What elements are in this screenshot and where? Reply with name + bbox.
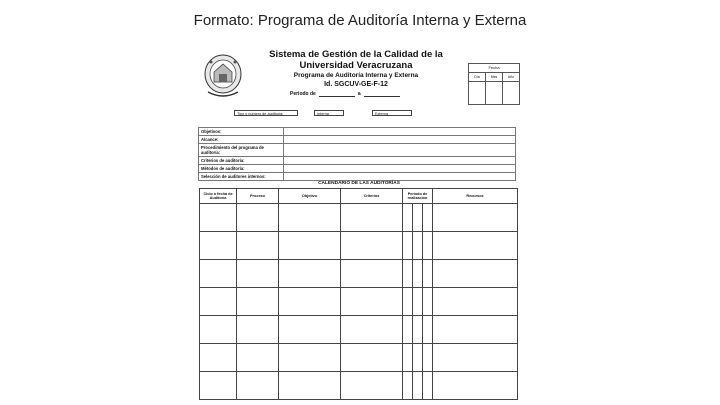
header-line-4: Id. SGCUV-GE-F-12 [324,81,388,88]
fecha-col-ano: Año [507,75,515,79]
calendar-row [200,260,518,288]
calendar-header: Período de realización [403,189,433,204]
calendar-cell [237,260,279,288]
calendar-cell [403,260,413,288]
header-line-3: Programa de Auditoría Interna y Externa [293,72,419,79]
calendar-cell [403,316,413,344]
calendar-cell [237,316,279,344]
fecha-col-dia: Día [469,73,486,81]
calendar-cell [403,204,413,232]
calendar-cell [423,260,433,288]
calendar-row [200,344,518,372]
info-label: Objetivos: [199,128,284,136]
calendar-cell [433,232,518,260]
calendar-header: Proceso [237,189,279,204]
calendar-cell [413,232,423,260]
calendar-cell [423,372,433,400]
calendar-cell [403,288,413,316]
calendar-row [200,232,518,260]
calendar-cell [200,372,237,400]
calendar-cell [423,344,433,372]
document-image [196,44,522,402]
fecha-columns [469,73,519,82]
document-header [256,50,456,89]
calendar-cell [403,344,413,372]
calendar-cell [403,232,413,260]
calendar-cell [237,344,279,372]
calendar-cell [200,288,237,316]
calendar-cell [433,372,518,400]
tipo-interna: Interna [314,110,344,116]
calendar-row [200,204,518,232]
calendar-table [199,188,518,400]
calendar-row [200,288,518,316]
info-label: Criterios de auditoría: [199,157,284,165]
periodo-start-blank [319,91,355,97]
periodo-label: Periodo de [290,91,316,97]
slide-title: Formato: Programa de Auditoría Interna y Externa [193,12,527,29]
fecha-blank-row [469,82,519,104]
calendar-row [200,372,518,400]
university-seal-icon [202,52,244,100]
periodo-line [290,91,403,97]
calendar-cell [341,316,403,344]
calendar-cell [413,372,423,400]
info-row [199,128,516,136]
calendar-header: Ciclo o fecha de Auditoría [200,189,237,204]
calendar-row [200,316,518,344]
calendar-cell [279,260,341,288]
periodo-end-blank [364,91,400,97]
info-label: Alcance: [199,136,284,144]
periodo-connector: a [357,91,361,97]
info-row [199,144,516,157]
calendar-cell [279,288,341,316]
calendar-cell [200,204,237,232]
tipo-label: Tipo y número de auditoría: [234,110,298,116]
calendar-header: Recursos [433,189,518,204]
calendar-cell [279,316,341,344]
calendar-cell [237,288,279,316]
calendar-cell [413,316,423,344]
fecha-col-mes: Mes [486,73,503,81]
calendar-cell [413,344,423,372]
calendar-cell [279,372,341,400]
calendar-cell [433,316,518,344]
header-line-1: Sistema de Gestión de la Calidad de la [269,49,443,60]
calendar-cell [403,372,413,400]
calendar-title: CALENDARIO DE LAS AUDITORÍAS [318,181,400,186]
info-row [199,157,516,165]
calendar-cell [279,204,341,232]
header-line-2: Universidad Veracruzana [299,60,413,71]
calendar-cell [341,372,403,400]
fecha-box [468,63,520,105]
calendar-cell [200,232,237,260]
calendar-cell [413,204,423,232]
calendar-cell [237,204,279,232]
calendar-cell [413,288,423,316]
info-table [198,127,516,181]
calendar-cell [200,316,237,344]
tipo-auditoria-row [234,110,412,117]
calendar-cell [423,204,433,232]
calendar-header: Criterios [341,189,403,204]
info-label: Procedimiento del programa de auditoría: [199,144,284,157]
calendar-cell [200,344,237,372]
calendar-cell [279,232,341,260]
calendar-cell [413,260,423,288]
calendar-cell [341,260,403,288]
calendar-cell [237,232,279,260]
calendar-cell [341,232,403,260]
calendar-cell [423,288,433,316]
calendar-header: Objetivo [279,189,341,204]
calendar-cell [433,344,518,372]
calendar-cell [433,288,518,316]
calendar-cell [237,372,279,400]
fecha-title: Fecha [469,64,519,73]
calendar-cell [423,316,433,344]
info-row [199,165,516,173]
info-label: Selección de auditores internos: [199,173,284,181]
info-row [199,136,516,144]
calendar-cell [423,232,433,260]
calendar-cell [341,288,403,316]
calendar-cell [433,204,518,232]
info-row [199,173,516,181]
info-label: Métodos de auditoría: [199,165,284,173]
calendar-header-row [200,189,518,204]
calendar-cell [279,344,341,372]
calendar-cell [341,204,403,232]
calendar-cell [341,344,403,372]
calendar-cell [200,260,237,288]
calendar-cell [433,260,518,288]
tipo-externa: Externa [372,110,412,116]
